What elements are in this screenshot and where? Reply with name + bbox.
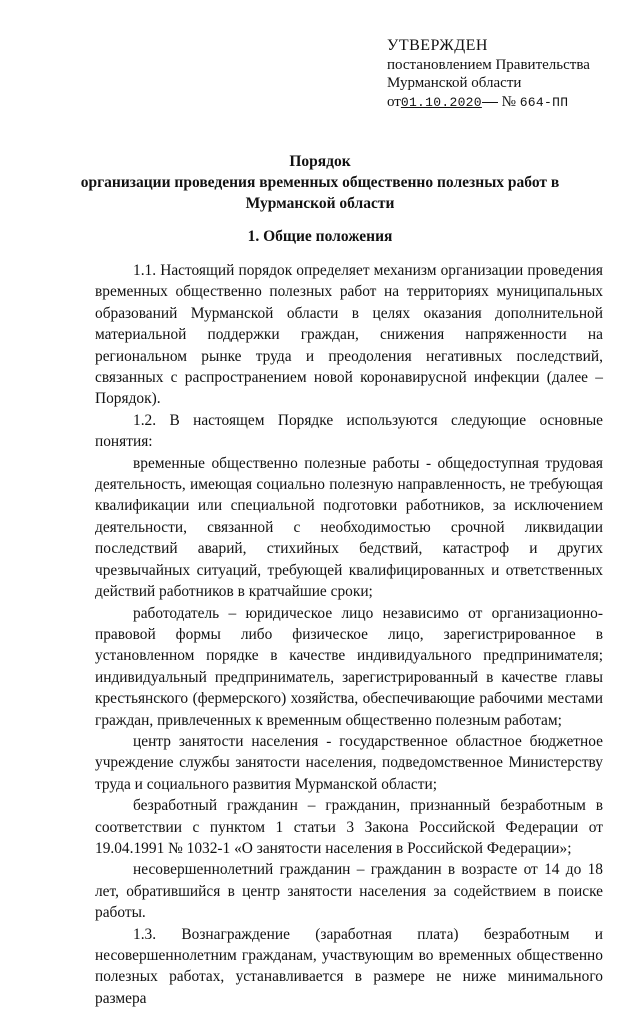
paragraph: центр занятости населения - государственное областное бюджетное учреждение службы занятости населения, подведомственное Министерству труда и социального развития Мурманской области; xyxy=(95,732,603,793)
paragraph: 1.2. В настоящем Порядке используются следующие основные понятия: xyxy=(95,411,603,451)
heading-line-1: Порядок xyxy=(289,153,351,170)
approval-line-2: Мурманской области xyxy=(387,75,522,91)
approval-title: УТВЕРЖДЕН xyxy=(387,37,488,54)
paragraph: 1.1. Настоящий порядок определяет механизм организации проведения временных общественно полезных работ на территориях муниципальных образований Мурманской области в целях оказания дополнительной материальной поддержки граждан, снижения напряженности на региональном рынке труда и преодоления негативных последствий, связанных с распространением новой коронавирусной инфекции (далее – Порядок). xyxy=(95,262,603,408)
date-prefix: от xyxy=(387,93,401,110)
paragraph: несовершеннолетний гражданин – гражданин в возрасте от 14 до 18 лет, обратившийся в центр занятости населения за содействием в поиске работы. xyxy=(95,861,603,922)
approval-stamp xyxy=(387,37,627,112)
heading-line-2: организации проведения временных общественно полезных работ в Мурманской области xyxy=(80,174,560,212)
section-title: 1. Общие положения xyxy=(247,228,393,245)
paragraph: безработный гражданин – гражданин, признанный безработным в соответствии с пунктом 1 статьи 3 Закона Российской Федерации от 19.04.1991 № 1032-1 «О занятости населения в Российской Федерации»; xyxy=(95,797,603,857)
paragraph: 1.3. Вознаграждение (заработная плата) безработным и несовершеннолетним гражданам, участвующим во временных общественно полезных работах, устанавливается в размере не ниже минимального размера xyxy=(95,925,603,1007)
underline xyxy=(482,102,498,103)
approval-date-line xyxy=(387,93,627,113)
document-body xyxy=(95,260,603,1009)
approval-date: 01.10.2020 xyxy=(400,94,482,110)
approval-number: 664-ПП xyxy=(519,94,569,110)
approval-line-1: постановлением Правительства xyxy=(387,56,590,73)
paragraph: работодатель – юридическое лицо независимо от организационно-правовой формы либо физическое лицо, зарегистрированное в установленном порядке в качестве индивидуального предпринимателя; индивидуальный предприниматель, зарегистрированный в качестве главы крестьянского (фермерского) хозяйства, обеспечивающие рабочими местами граждан, привлеченных к временным общественно полезным работам; xyxy=(95,604,603,729)
document-heading xyxy=(60,151,580,214)
paragraph: временные общественно полезные работы - общедоступная трудовая деятельность, имеющая социально полезную направленность, не требующая квалификации или специальной подготовки работников, за исключением деятельности, связанной с необходимостью срочной ликвидации последствий аварий, стихийных бедствий, катастроф и других чрезвычайных ситуаций, требующей квалифицированных и ответственных действий работников в кратчайшие сроки; xyxy=(95,454,603,601)
number-prefix: № xyxy=(501,93,516,110)
